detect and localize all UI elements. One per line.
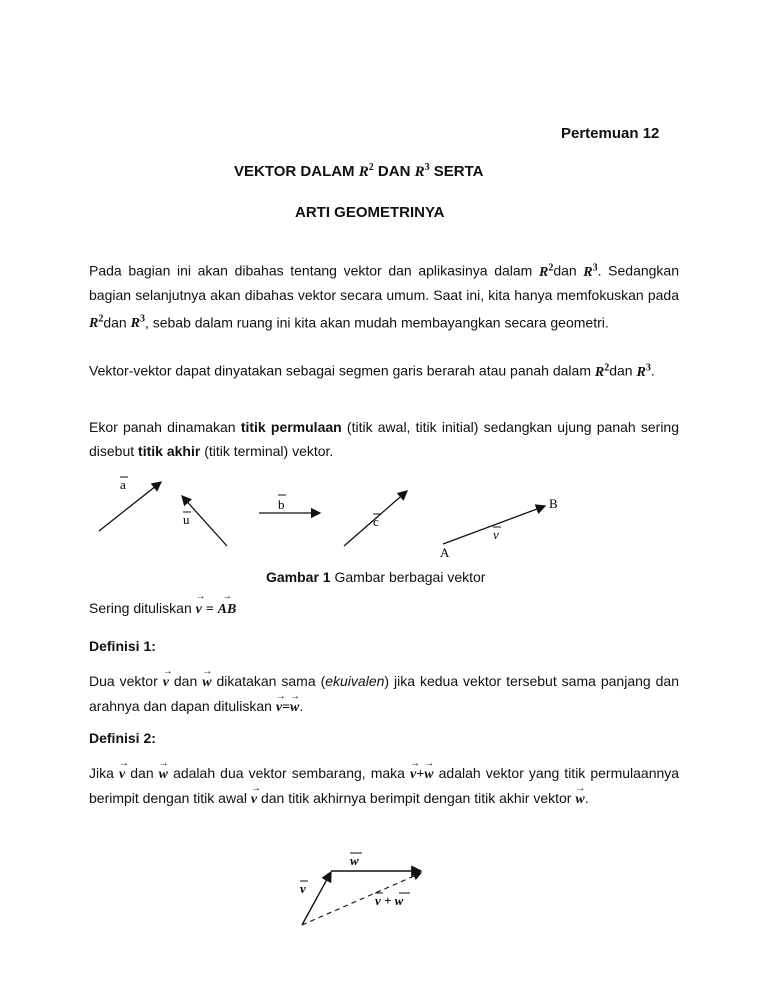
figure1-caption: Gambar 1 Gambar berbagai vektor — [266, 569, 486, 585]
vector-b-label: b — [278, 497, 285, 512]
vector-a-label: a — [120, 477, 126, 492]
definition2-heading: Definisi 2: — [89, 730, 156, 746]
title-text-a: VEKTOR DALAM — [234, 163, 355, 180]
vector-a-arrow — [99, 482, 161, 531]
title-r2: $R^2$ — [358, 162, 374, 180]
paragraph-tail-head: Ekor panah dinamakan titik permulaan (titik awal, titik initial) sedangkan ujung panah sering disebut titik akhir (titik terminal) vektor. — [89, 419, 679, 459]
vector-u-label: u — [183, 512, 190, 527]
title-text-b: SERTA — [433, 163, 484, 180]
point-A-label: A — [440, 545, 450, 560]
definition1-body: Dua vektor → v dan → w dikatakan sama (ekuivalen) jika kedua vektor tersebut sama panjang dan arahnya dan dapan dituliskan → v=→ w. — [89, 670, 679, 719]
vector-c-label: c — [373, 514, 379, 529]
meeting-number: Pertemuan 12 — [561, 125, 660, 142]
vector-w-label: w — [350, 853, 359, 868]
vector-v-label: v — [300, 881, 306, 896]
point-B-label: B — [549, 496, 558, 511]
paragraph-intro: Pada bagian ini akan dibahas tentang vektor dan aplikasinya dalam $R^2dan$ $R^3$. Sedangkan bagian selanjutnya akan dibahas vektor secara umum. Saat ini, kita hanya memfokuskan pada $R^2dan$ $R^3$, sebab dalam ruang ini kita akan mudah membayangkan secara geometri. — [89, 262, 679, 332]
vector-v-label: v — [493, 527, 499, 542]
title-r3: $R^3$ — [414, 162, 430, 180]
paragraph-vector-definition: Vektor-vektor dapat dinyatakan sebagai segmen garis berarah atau panah dalam $R^2dan$ $R^3$. — [89, 362, 655, 380]
figure-vectors — [0, 468, 768, 568]
title-dan: DAN — [377, 163, 411, 180]
figure-vector-sum — [0, 845, 768, 945]
page-title-line2: ARTI GEOMETRINYA — [295, 204, 445, 221]
vector-v-arrow — [302, 872, 331, 925]
notation-line: Sering dituliskan → v = → AB — [89, 600, 236, 618]
vector-sum-label: v + w — [375, 893, 404, 908]
definition2-body: Jika → v dan → w adalah dua vektor sembarang, maka → v+→ w adalah vektor yang titik permulaannya berimpit dengan titik awal → v dan titik akhirnya berimpit dengan titik akhir vektor → w. — [89, 762, 679, 811]
definition1-heading: Definisi 1: — [89, 638, 156, 654]
page-title-line1 — [234, 162, 484, 181]
